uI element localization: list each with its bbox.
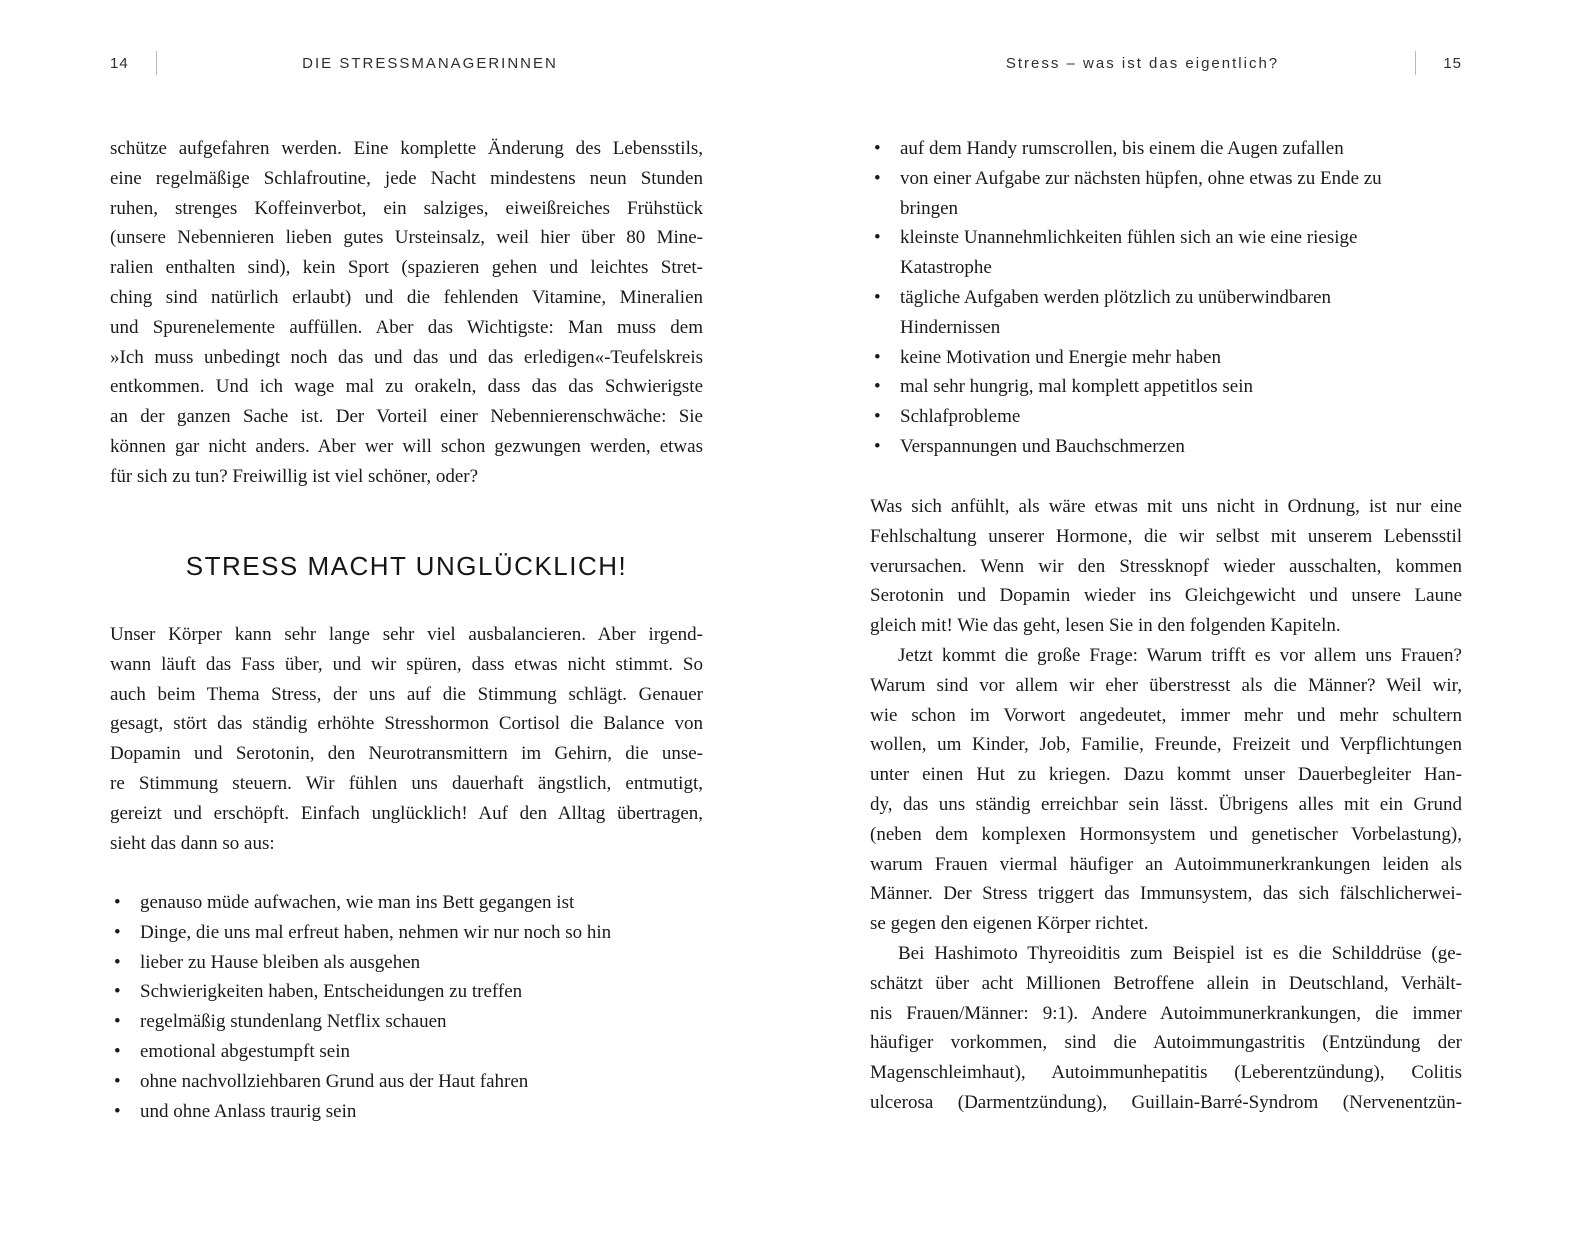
- bullet-text: Verspannungen und Bauchschmerzen: [900, 435, 1185, 457]
- bullet-text: Hindernissen: [900, 316, 1001, 338]
- bullet-item: [870, 283, 1462, 313]
- bullet-icon: •: [874, 435, 881, 457]
- text-line: Warum sind vor allem wir eher überstresst als die Männer? Weil wir,: [870, 674, 1462, 696]
- bullet-item: [110, 977, 703, 1007]
- bullet-text: regelmäßig stundenlang Netflix schauen: [140, 1011, 447, 1033]
- text-line: Serotonin und Dopamin wieder ins Gleichgewicht und unsere Laune: [870, 585, 1462, 607]
- bullet-text: ohne nachvollziehbaren Grund aus der Haut fahren: [140, 1070, 529, 1092]
- text-line: se gegen den eigenen Körper richtet.: [870, 913, 1149, 935]
- bullet-item: [110, 948, 703, 978]
- bullet-text: mal sehr hungrig, mal komplett appetitlos sein: [900, 376, 1254, 398]
- bullet-text: Dinge, die uns mal erfreut haben, nehmen wir nur noch so hin: [140, 921, 612, 943]
- bullet-icon: •: [114, 921, 121, 943]
- bullet-text: auf dem Handy rumscrollen, bis einem die Augen zufallen: [900, 138, 1344, 159]
- bullet-text: keine Motivation und Energie mehr haben: [900, 346, 1221, 368]
- text-line: verursachen. Wenn wir den Stressknopf wieder ausschalten, kommen: [870, 555, 1462, 577]
- running-title-right: Stress – was ist das eigentlich?: [1005, 54, 1280, 72]
- page-number-right: 15: [1443, 54, 1462, 72]
- bullet-text: genauso müde aufwachen, wie man ins Bett gegangen ist: [140, 892, 575, 913]
- text-line: gleich mit! Wie das geht, lesen Sie in den folgenden Kapiteln.: [870, 615, 1341, 637]
- bullet-item: [110, 1007, 703, 1037]
- text-line: wann läuft das Fass über, und wir spüren, dass etwas nicht stimmt. So: [110, 653, 703, 675]
- text-line: Was sich anfühlt, als wäre etwas mit uns nicht in Ordnung, ist nur eine: [870, 496, 1462, 517]
- bullet-item: [870, 134, 1462, 164]
- bullet-text: lieber zu Hause bleiben als ausgehen: [140, 951, 421, 973]
- text-line: gesagt, stört das ständig erhöhte Stresshormon Cortisol die Balance von: [110, 713, 703, 735]
- text-line: ralien enthalten sind), kein Sport (spazieren gehen und leichtes Stret-: [110, 257, 703, 279]
- bullet-text: Katastrophe: [900, 257, 992, 279]
- text-line: können gar nicht anders. Aber wer will schon gezwungen werden, etwas: [110, 435, 703, 457]
- text-line: entkommen. Und ich wage mal zu orakeln, dass das das Schwierigste: [110, 376, 703, 398]
- paragraph-hashimoto: [870, 939, 1462, 1118]
- bullet-item: [870, 223, 1462, 253]
- bullet-list-right: [870, 134, 1462, 462]
- text-line: wollen, um Kinder, Job, Familie, Freunde, Freizeit und Verpflichtungen: [870, 734, 1462, 756]
- bullet-icon: •: [114, 981, 121, 1003]
- text-line: gereizt und erschöpft. Einfach unglücklich! Auf den Alltag übertragen,: [110, 802, 703, 824]
- bullet-icon: •: [874, 346, 881, 368]
- running-title-left: DIE STRESSMANAGERINNEN: [302, 54, 558, 72]
- text-line: dy, das uns ständig erreichbar sein lässt. Übrigens alles mit ein Grund: [870, 793, 1462, 815]
- bullet-item: [870, 432, 1462, 462]
- bullet-item: [870, 313, 1462, 343]
- bullet-item: [870, 372, 1462, 402]
- text-line: Dopamin und Serotonin, den Neurotransmittern im Gehirn, die unse-: [110, 743, 703, 765]
- bullet-text: Schlafprobleme: [900, 406, 1021, 428]
- paragraph-unglueck: [110, 620, 703, 858]
- bullet-item: [110, 888, 703, 918]
- page-number-left: 14: [110, 54, 129, 72]
- bullet-icon: [870, 253, 900, 283]
- text-line: eine regelmäßige Schlafroutine, jede Nacht mindestens neun Stunden: [110, 167, 703, 189]
- text-line: unter einen Hut zu kriegen. Dazu kommt unser Dauerbegleiter Han-: [870, 764, 1462, 786]
- paragraph-frauen: [870, 641, 1462, 939]
- text-line: ruhen, strenges Koffeinverbot, ein salziges, eiweißreiches Frühstück: [110, 197, 703, 219]
- text-line: Männer. Der Stress triggert das Immunsystem, das sich fälschlicherwei-: [870, 883, 1462, 905]
- bullet-icon: [870, 313, 900, 343]
- text-line: ulcerosa (Darmentzündung), Guillain-Barré-Syndrom (Nervenentzün-: [870, 1091, 1462, 1113]
- bullet-icon: •: [114, 1011, 121, 1033]
- text-line: »Ich muss unbedingt noch das und das und das erledigen«-Teufelskreis: [110, 346, 703, 368]
- bullet-item: [110, 1037, 703, 1067]
- bullet-text: kleinste Unannehmlichkeiten fühlen sich an wie eine riesige: [900, 227, 1358, 249]
- bullet-icon: •: [114, 1040, 121, 1062]
- bullet-text: Schwierigkeiten haben, Entscheidungen zu treffen: [140, 981, 523, 1003]
- bullet-text: emotional abgestumpft sein: [140, 1040, 351, 1062]
- text-line: schätzt über acht Millionen Betroffene allein in Deutschland, Verhält-: [870, 972, 1462, 994]
- text-line: und Spurenelemente auffüllen. Aber das Wichtigste: Man muss dem: [110, 316, 703, 338]
- bullet-item: [870, 253, 1462, 283]
- bullet-icon: •: [114, 1070, 121, 1092]
- bullet-icon: [870, 194, 900, 224]
- page-left: [110, 0, 703, 1240]
- text-line: wie schon im Vorwort angedeutet, immer mehr und mehr schultern: [870, 704, 1462, 726]
- page-right: [870, 0, 1462, 1240]
- text-line: auch beim Thema Stress, der uns auf die Stimmung schlägt. Genauer: [110, 683, 703, 705]
- bullet-list-left: [110, 888, 703, 1126]
- bullet-item: [110, 918, 703, 948]
- text-line: ching sind natürlich erlaubt) und die fehlenden Vitamine, Mineralien: [110, 286, 703, 308]
- text-line: für sich zu tun? Freiwillig ist viel schöner, oder?: [110, 465, 479, 487]
- bullet-icon: •: [114, 1100, 121, 1122]
- paragraph-continuation: [110, 134, 703, 492]
- paragraph-hormone: [870, 492, 1462, 641]
- bullet-icon: •: [874, 406, 881, 428]
- text-line: Fehlschaltung unserer Hormone, die wir selbst mit unserem Lebensstil: [870, 525, 1462, 547]
- bullet-text: bringen: [900, 197, 959, 219]
- bullet-item: [110, 1097, 703, 1127]
- section-heading: STRESS MACHT UNGLÜCKLICH!: [185, 551, 628, 581]
- text-line: (unsere Nebennieren lieben gutes Ursteinsalz, weil hier über 80 Mine-: [110, 227, 703, 249]
- text-line: Magenschleimhaut), Autoimmunhepatitis (Leberentzündung), Colitis: [870, 1062, 1462, 1084]
- bullet-item: [870, 194, 1462, 224]
- text-line: re Stimmung steuern. Wir fühlen uns dauerhaft ängstlich, entmutigt,: [110, 772, 703, 794]
- bullet-icon: •: [874, 138, 881, 159]
- bullet-item: [870, 402, 1462, 432]
- text-line: (neben dem komplexen Hormonsystem und genetischer Vorbelastung),: [870, 823, 1462, 845]
- bullet-text: und ohne Anlass traurig sein: [140, 1100, 357, 1122]
- text-line: sieht das dann so aus:: [110, 832, 275, 854]
- text-line: Unser Körper kann sehr lange sehr viel ausbalancieren. Aber irgend-: [110, 624, 703, 645]
- text-line: nis Frauen/Männer: 9:1). Andere Autoimmunerkrankungen, die immer: [870, 1002, 1462, 1024]
- bullet-text: von einer Aufgabe zur nächsten hüpfen, ohne etwas zu Ende zu: [900, 167, 1382, 189]
- text-line: warum Frauen viermal häufiger an Autoimmunerkrankungen leiden als: [870, 853, 1462, 875]
- bullet-icon: •: [874, 227, 881, 249]
- bullet-icon: •: [874, 286, 881, 308]
- bullet-icon: •: [114, 951, 121, 973]
- text-line: Bei Hashimoto Thyreoiditis zum Beispiel ist es die Schilddrüse (ge-: [898, 943, 1462, 964]
- bullet-icon: •: [874, 376, 881, 398]
- text-line: häufiger vorkommen, sind die Autoimmungastritis (Entzündung der: [870, 1032, 1462, 1054]
- bullet-icon: •: [114, 892, 121, 913]
- bullet-item: [110, 1067, 703, 1097]
- bullet-icon: •: [874, 167, 881, 189]
- bullet-text: tägliche Aufgaben werden plötzlich zu unüberwindbaren: [900, 286, 1332, 308]
- text-line: an der ganzen Sache ist. Der Vorteil einer Nebennierenschwäche: Sie: [110, 406, 703, 428]
- text-line: Jetzt kommt die große Frage: Warum trifft es vor allem uns Frauen?: [898, 645, 1462, 666]
- bullet-item: [870, 164, 1462, 194]
- bullet-item: [870, 343, 1462, 373]
- text-line: schütze aufgefahren werden. Eine komplette Änderung des Lebensstils,: [110, 138, 703, 159]
